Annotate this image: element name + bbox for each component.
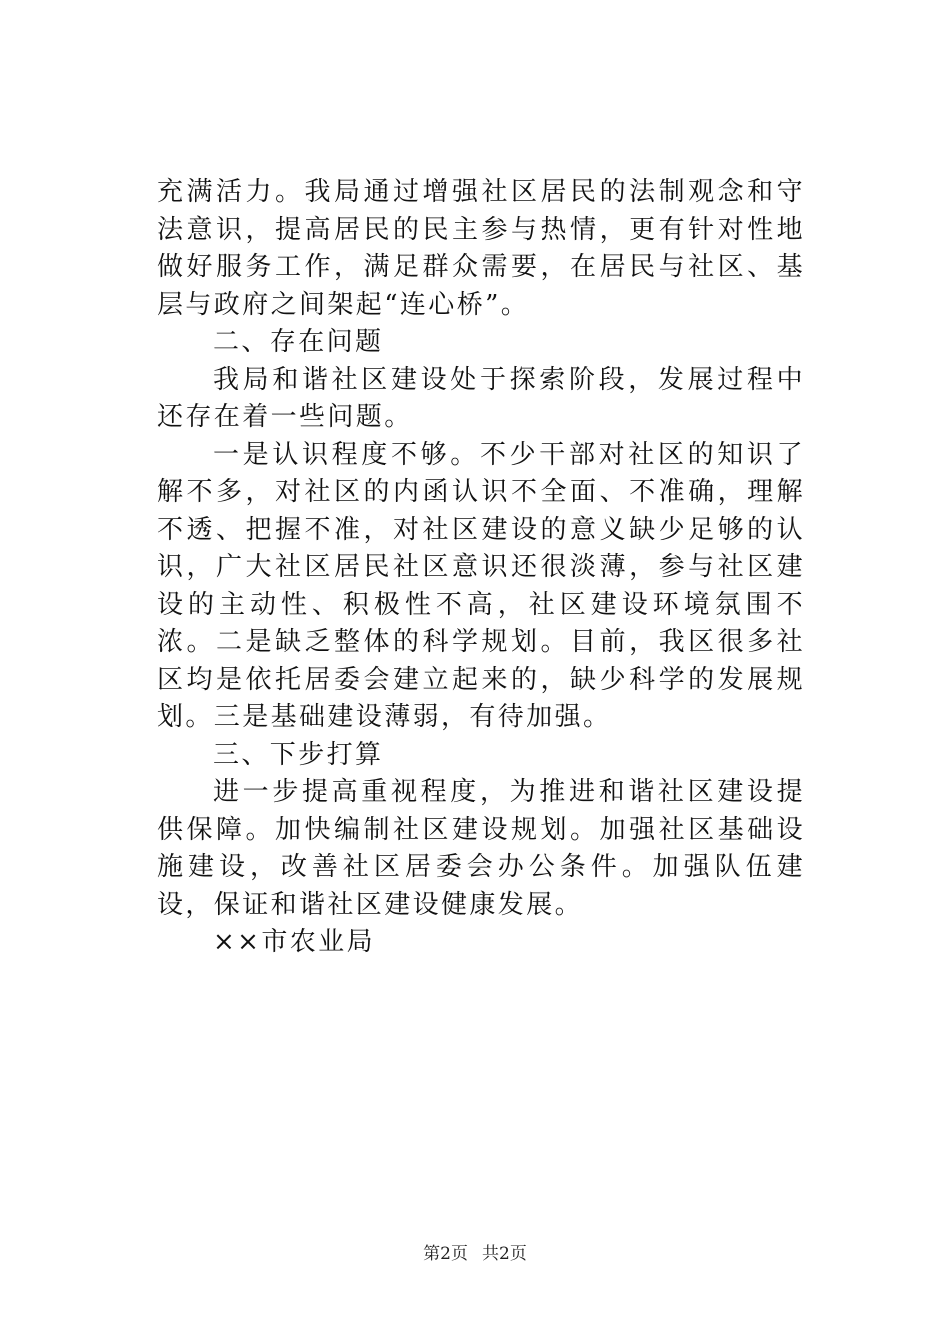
signature-organization: ××市农业局 — [213, 927, 375, 957]
page-number: 第2页 — [423, 1244, 468, 1264]
paragraph-problems-detail: 一是认识程度不够。不少干部对社区的知识了解不多，对社区的内函认识不全面、不准确，理解不透、把握不准，对社区建设的意义缺少足够的认识，广大社区居民社区意识还很淡薄，参与社区建设的主动性、积极性不高，社区建设环境氛围不浓。二是缺乏整体的科学规划。目前，我区很多社区均是依托居委会建立起来的，缺少科学的发展规划。三是基础建设薄弱，有待加强。 — [157, 439, 805, 732]
page-footer — [0, 1243, 950, 1265]
paragraph-continuation: 充满活力。我局通过增强社区居民的法制观念和守法意识，提高居民的民主参与热情，更有针对性地做好服务工作，满足群众需要，在居民与社区、基层与政府之间架起“连心桥”。 — [157, 177, 805, 320]
section-heading-next-steps: 三、下步打算 — [213, 739, 384, 770]
page-total: 共2页 — [482, 1244, 527, 1264]
document-body — [157, 174, 805, 962]
paragraph-problems-intro: 我局和谐社区建设处于探索阶段，发展过程中还存在着一些问题。 — [157, 364, 805, 432]
section-heading-problems: 二、存在问题 — [213, 327, 384, 357]
paragraph-next-steps: 进一步提高重视程度，为推进和谐社区建设提供保障。加快编制社区建设规划。加强社区基础设施建设，改善社区居委会办公条件。加强队伍建设，保证和谐社区建设健康发展。 — [157, 777, 805, 920]
